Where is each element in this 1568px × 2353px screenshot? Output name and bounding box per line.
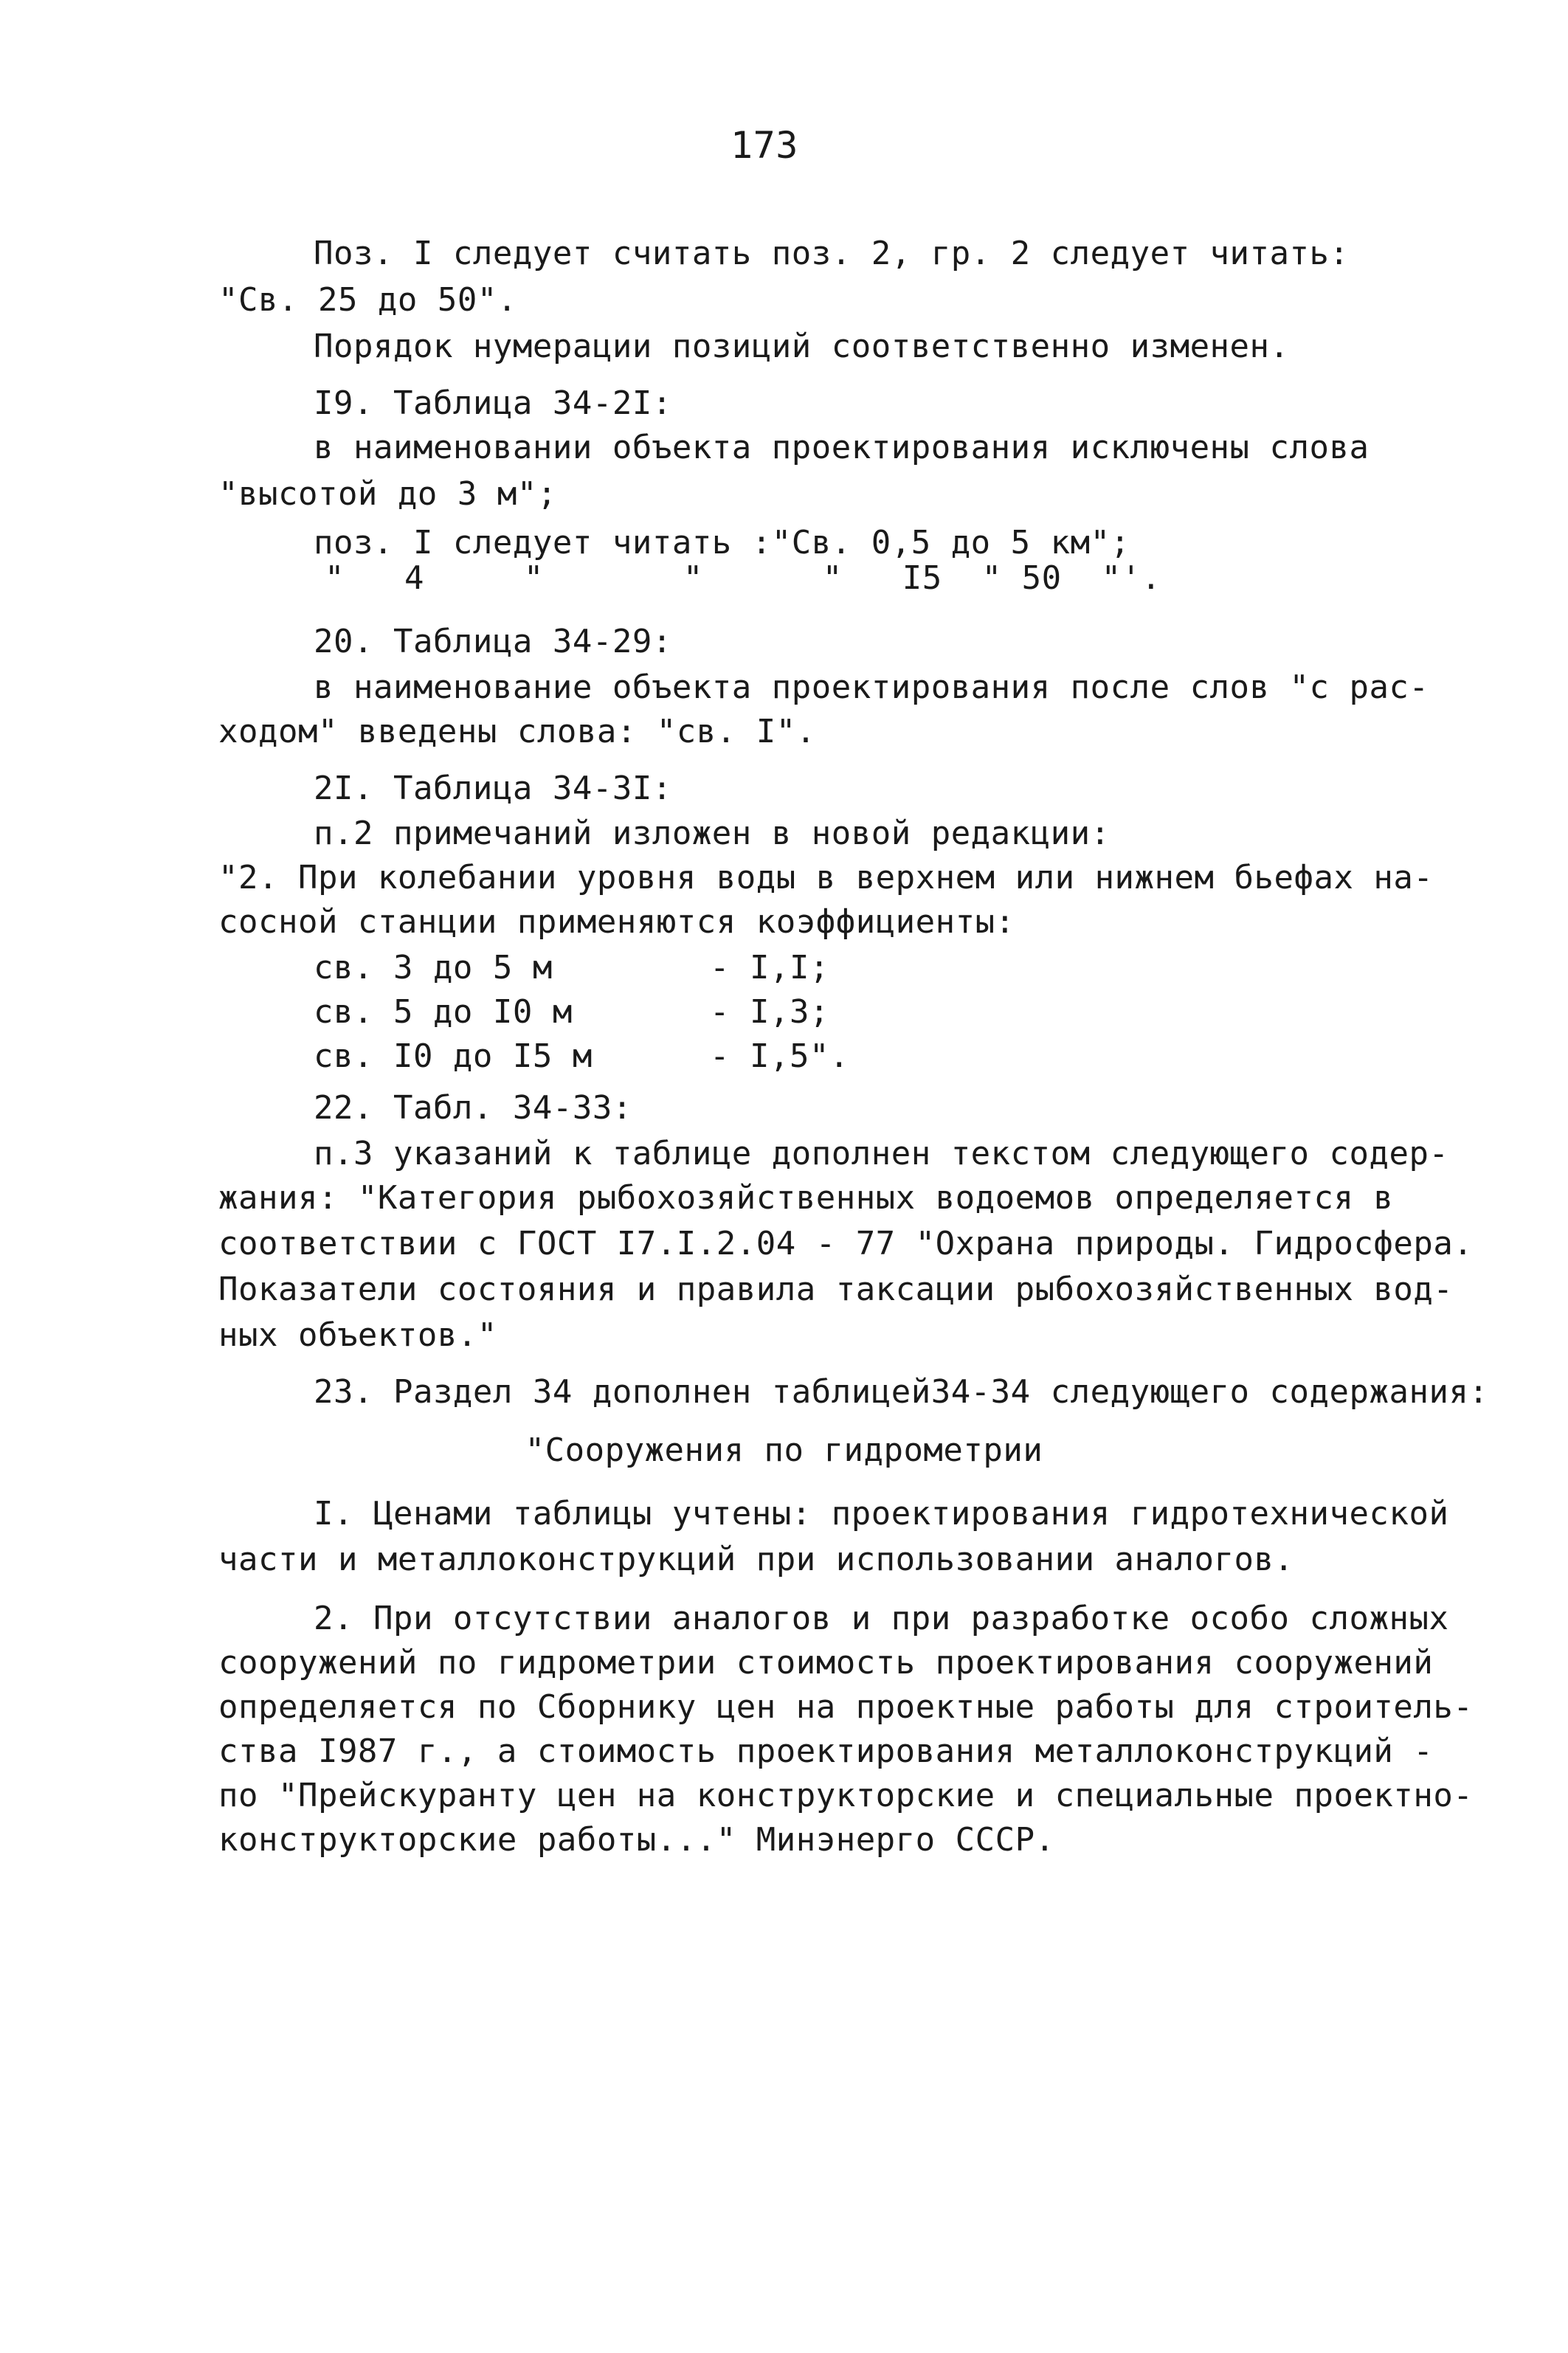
text-line: сооружений по гидрометрии стоимость проектирования сооружений	[218, 1644, 1434, 1682]
text-line: конструкторские работы..." Минэнерго СССР.	[218, 1821, 1055, 1859]
page-number: 173	[731, 124, 798, 167]
text-line: в наименование объекта проектирования после слов "с рас-	[314, 668, 1429, 706]
text-line: определяется по Сборнику цен на проектные работы для строитель-	[218, 1688, 1474, 1726]
subsection-title: "Сооружения по гидрометрии	[525, 1431, 1043, 1469]
coefficient-value: - I,3;	[710, 993, 829, 1031]
text-line: "Св. 25 до 50".	[218, 281, 517, 319]
text-line: " 4 " " " I5 " 50 "'.	[325, 559, 1161, 597]
text-line: части и металлоконструкций при использовании аналогов.	[218, 1541, 1294, 1578]
text-line: I. Ценами таблицы учтены: проектирования гидротехнической	[314, 1495, 1449, 1533]
text-line: ства I987 г., а стоимость проектирования металлоконструкций -	[218, 1732, 1434, 1770]
section-heading: 22. Табл. 34-33:	[314, 1089, 632, 1127]
text-line: п.3 указаний к таблице дополнен текстом следующего содер-	[314, 1135, 1449, 1172]
text-line: Показатели состояния и правила таксации рыбохозяйственных вод-	[218, 1271, 1454, 1308]
text-line: Поз. I следует считать поз. 2, гр. 2 следует читать:	[314, 235, 1350, 272]
text-line: соответствии с ГОСТ I7.I.2.04 - 77 "Охрана природы. Гидросфера.	[218, 1225, 1474, 1262]
section-heading: 20. Таблица 34-29:	[314, 623, 672, 660]
text-line: ных объектов."	[218, 1316, 497, 1354]
coefficient-range: св. 5 до I0 м	[314, 993, 573, 1031]
text-line: жания: "Категория рыбохозяйственных водоемов определяется в	[218, 1179, 1394, 1217]
section-heading: 2I. Таблица 34-3I:	[314, 770, 672, 807]
coefficient-value: - I,I;	[710, 949, 829, 987]
text-line: "2. При колебании уровня воды в верхнем или нижнем бьефах на-	[218, 859, 1434, 896]
text-line: сосной станции применяются коэффициенты:	[218, 903, 1015, 941]
text-line: ходом" введены слова: "св. I".	[218, 713, 816, 750]
text-line: в наименовании объекта проектирования исключены слова	[314, 429, 1370, 466]
text-line: "высотой до 3 м";	[218, 475, 557, 513]
section-heading: 23. Раздел 34 дополнен таблицей34-34 следующего содержания:	[314, 1373, 1489, 1411]
coefficient-range: св. I0 до I5 м	[314, 1037, 593, 1075]
text-line: поз. I следует читать :"Св. 0,5 до 5 км";	[314, 524, 1130, 562]
coefficient-value: - I,5".	[710, 1037, 849, 1075]
section-heading: I9. Таблица 34-2I:	[314, 384, 672, 422]
text-line: 2. При отсутствии аналогов и при разработке особо сложных	[314, 1600, 1449, 1637]
text-line: по "Прейскуранту цен на конструкторские и специальные проектно-	[218, 1777, 1474, 1814]
text-line: Порядок нумерации позиций соответственно изменен.	[314, 328, 1290, 365]
coefficient-range: св. 3 до 5 м	[314, 949, 553, 987]
text-line: п.2 примечаний изложен в новой редакции:	[314, 815, 1111, 852]
